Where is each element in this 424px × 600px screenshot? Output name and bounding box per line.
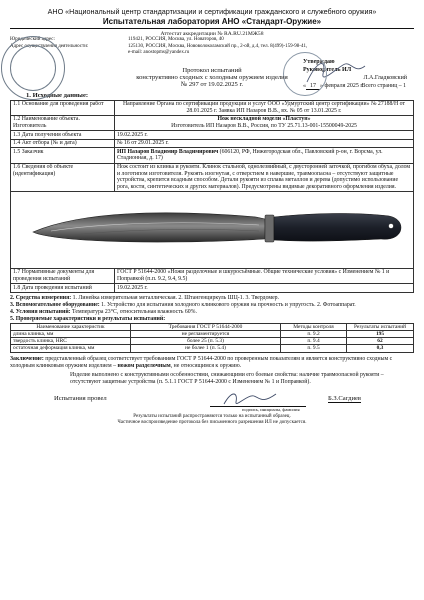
row-value: Направление Органа по сертификации продукции и услуг ООО «Удмуртский центр сертификации» № 27188/Н от 28.01.2025 г. Заявка ИП Назаров В.В., вх. № 05 от 13.01.2025 г.	[115, 100, 414, 115]
column-header: Наименование характеристик	[11, 323, 131, 330]
table-row	[11, 268, 414, 283]
tester-name: Б.З.Сагдиев	[328, 395, 362, 403]
info-value: e-mail: anostopms@yandex.ru	[128, 50, 190, 56]
table-row	[11, 139, 414, 148]
auxiliary-equipment	[10, 302, 414, 309]
table-cell: 62	[347, 338, 414, 345]
row-value: Нож состоит из клинка и рукояти. Клинок стальной, однолезвийный, с двусторонней заточкой, прогибом обуха, долом и логотипом изготовителя. Рукоять изогнутая, с отверстием в навершие, травмоопасна – отсутствуют защитные устройства, крепится всадным способом. Детали рукояти из сплава металлов и дерева (допустимо использование рога, кости, синтетических и других материалов). Предусмотрены видимые декоративного оформления изделия.	[115, 163, 414, 191]
table-row	[11, 338, 414, 345]
info-value: 119421, РОССИЯ, Москва, ул. Новаторов, 40	[128, 37, 224, 42]
measuring-instruments	[10, 295, 414, 302]
info-key: Юридический адрес:	[10, 37, 55, 42]
column-header: Методы контроля	[281, 323, 347, 330]
section-title: 1. Исходные данные:	[26, 91, 89, 99]
test-environment	[10, 309, 414, 316]
customer-address: (606120, РФ, Нижегородская обл., Павловский р-он, г. Ворсма, ул. Стадионная, д. 17)	[117, 148, 383, 162]
item-label: 3. Вспомогательное оборудование:	[10, 301, 100, 308]
approval-name: Л.А.Гладковский	[363, 75, 407, 81]
table-cell: п. 9.4	[281, 338, 347, 345]
knife-photo	[10, 192, 414, 268]
page-count: Всего страниц – 1	[361, 82, 406, 89]
approval-role: Руководитель ИЛ	[303, 67, 352, 73]
table-cell: остаточная деформация клинка, мм	[11, 345, 131, 352]
conclusion-main	[10, 356, 414, 370]
protocol-title: Протокол испытаний	[182, 66, 242, 74]
conclusion-result: ножом разделочным	[117, 362, 171, 369]
knife-image	[11, 192, 413, 268]
test-conditions	[10, 295, 414, 323]
table-row	[11, 131, 414, 140]
item-label: 2. Средства измерения:	[10, 294, 72, 301]
signature-label: Испытания провел	[54, 395, 107, 403]
checked-characteristics	[10, 316, 414, 323]
row-label: 1.6 Сведения об объекте (идентификация)	[11, 163, 115, 191]
approval-month-year: » февраля 2025 г.	[320, 83, 364, 89]
protocol-subtitle: конструктивно сходных с холодным оружием изделия	[136, 73, 288, 81]
conclusion-label: Заключение:	[10, 355, 44, 362]
row-label: 1.3 Дата получения объекта	[11, 131, 115, 140]
conclusion-features: Изделие выполнено с конструктивными особенностями, снижающими его боевые свойства: наличие травмоопасной рукояти – отсутствуют защитные устройства (п. 5.1.1 ГОСТ Р 51644-2000 с Изменением № 1 и Поправкой).	[70, 371, 384, 386]
row-label: 1.1 Основание для проведения работ	[11, 100, 115, 115]
table-cell: не более 1 (п. 5.4)	[131, 345, 281, 352]
signature-caption: подпись, инициалы, фамилия	[242, 407, 300, 413]
row-label: 1.2 Наименование объекта. Изготовитель	[11, 115, 115, 130]
column-header: Требования ГОСТ Р 51644-2000	[131, 323, 281, 330]
row-value: 19.02.2025 г.	[115, 131, 414, 140]
table-cell: 0,3	[347, 345, 414, 352]
table-cell: длина клинка, мм	[11, 330, 131, 337]
row-value	[115, 115, 414, 130]
table-cell: не регламентируется	[131, 330, 281, 337]
row-value: № 16 от 29.01.2025 г.	[115, 139, 414, 148]
row-value	[115, 148, 414, 163]
table-cell: п. 9.5	[281, 345, 347, 352]
item-label: 5. Проверяемые характеристики и результаты испытаний:	[10, 315, 166, 322]
row-value: ГОСТ Р 51644-2000 «Ножи разделочные и шкуросъёмные. Общие технические условия» с Изменением № 1 и Поправкой (п.п. 9.2, 9.4, 9.5)	[115, 268, 414, 283]
table-cell: п. 9.2	[281, 330, 347, 337]
normative-table	[10, 268, 414, 293]
footer-line: Частичное воспроизведение протокола без письменного разрешения ИЛ не допускается.	[117, 420, 307, 426]
org-info	[10, 37, 414, 57]
customer-name: ИП Назаров Владимир Владимирович	[117, 148, 219, 155]
info-row	[10, 37, 414, 44]
approval-title: Утверждаю	[303, 59, 335, 65]
item-text: Температура 23°C, относительная влажность 60%.	[70, 308, 197, 315]
source-data-table	[10, 100, 414, 192]
table-row	[11, 284, 414, 293]
protocol-number: № 297 от 19.02.2025 г.	[180, 80, 244, 88]
table-row	[11, 330, 414, 337]
table-cell: более 25 (п. 5.3)	[131, 338, 281, 345]
row-label: 1.4 Акт отбора (№ и дата)	[11, 139, 115, 148]
date-quote: «	[303, 83, 306, 89]
accreditation: Аттестат аккредитации № RA.RU.21МЖ58	[160, 31, 264, 37]
footer	[10, 414, 414, 426]
table-row	[11, 115, 414, 130]
table-row	[11, 148, 414, 163]
table-cell: твердость клинка, HRC	[11, 338, 131, 345]
lab-name: Испытательная лаборатория АНО «Стандарт-Оружие»	[102, 17, 322, 26]
item-text: 1. Устройство для испытания холодного клинкового оружия на прочность и упругость. 2. Фотоаппарат.	[99, 301, 356, 308]
org-name: АНО «Национальный центр стандартизации и сертификации гражданского и служебного оружия»	[47, 7, 377, 16]
info-row	[10, 44, 414, 51]
conclusion-text: , не относящимся к оружию.	[170, 362, 242, 369]
conclusion-text: представленный образец соответствует требованиям ГОСТ Р 51644-2000 по проверенным показателям и является конструктивно сходным с холодным клинковым оружием изделием –	[10, 355, 393, 369]
product-name: Нож нескладной модели «Пластун»	[217, 116, 311, 123]
table-cell: 195	[347, 330, 414, 337]
table-row	[11, 100, 414, 115]
table-row	[11, 163, 414, 191]
row-label: 1.8 Дата проведения испытаний	[11, 284, 115, 293]
header-divider	[10, 28, 414, 29]
table-header	[11, 323, 414, 330]
item-text: 1. Линейка измерительная металлическая. 2. Штангенциркуль ШЦ-1. 3. Твердомер.	[71, 294, 280, 301]
row-label: 1.7 Нормативные документы для проведения испытаний	[11, 268, 115, 283]
row-label: 1.5 Заказчик	[11, 148, 115, 163]
info-key: Адрес осуществления деятельности:	[10, 43, 89, 49]
manufacturer: Изготовитель ИП Назаров В.В., Россия, по ТУ 25.71.13-001-15500049-2025	[171, 123, 357, 130]
info-value: 125130, РОССИЯ, Москва, Нововолоколамский пр., 2-ой, д.4, тел. 8(499)-159-98-41,	[128, 43, 308, 49]
signature-block	[10, 386, 414, 414]
approval-day: 17	[306, 83, 320, 90]
footer-line: Результаты испытаний распространяются только на испытанный образец.	[133, 414, 291, 420]
row-value: 19.02.2025 г.	[115, 284, 414, 293]
results-table	[10, 323, 414, 353]
conclusion	[10, 356, 414, 387]
item-label: 4. Условия испытаний:	[10, 308, 71, 315]
protocol-title-block	[10, 67, 414, 89]
table-row	[11, 345, 414, 352]
column-header: Результаты испытаний	[347, 323, 414, 330]
